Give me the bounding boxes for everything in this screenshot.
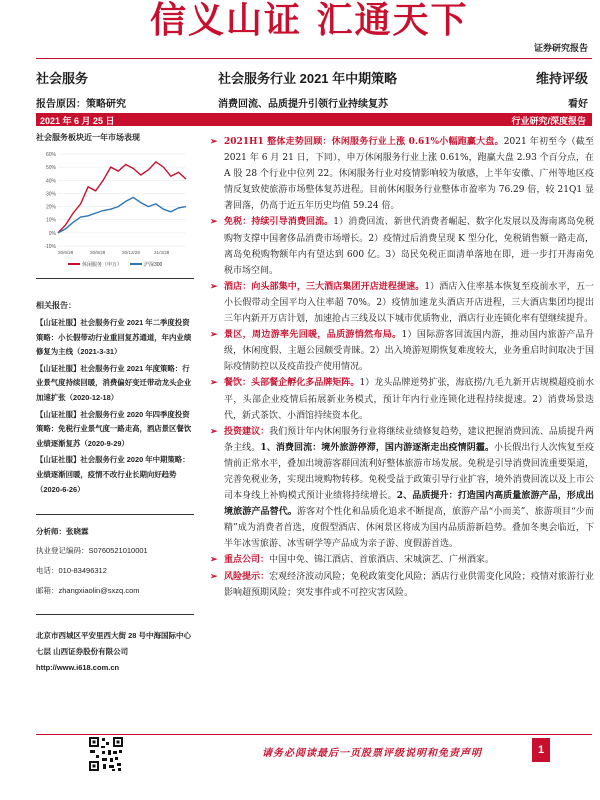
rating-label: 维持评级 [535, 71, 588, 86]
report-type-label: 证券研究报告 [533, 43, 588, 53]
section-heading: 投资建议： [224, 426, 270, 437]
chart-svg [36, 146, 194, 274]
section-heading: 免税：持续引导消费回流。 [224, 217, 334, 228]
x-tick-label: 20/12/28 [122, 250, 140, 255]
x-tick-label: 21/3/28 [154, 250, 170, 255]
related-reports-title: 相关报告： [36, 301, 76, 310]
section-body: 我们预计年内休闲服务行业将继续业绩修复趋势，建议把握消费回流、品质提升两条主线。 [224, 426, 594, 453]
section-h1-review [210, 134, 594, 214]
qr-code-icon [88, 736, 124, 772]
section-body: 中国中免、锦江酒店、首旅酒店、宋城演艺、广州酒家。 [269, 555, 495, 566]
disclaimer-note[interactable]: 请务必阅读最后一页股票评级说明和免责声明 [262, 748, 482, 759]
arrow-bullet-icon: ➢ [210, 137, 218, 147]
x-tick-label: 20/9/28 [90, 250, 106, 255]
section-investment-advice [210, 424, 594, 553]
arrow-bullet-icon: ➢ [210, 571, 218, 582]
market-performance-chart [36, 146, 194, 274]
arrow-bullet-icon: ➢ [210, 378, 218, 389]
sidebar-divider [36, 514, 194, 515]
arrow-bullet-icon: ➢ [210, 281, 218, 292]
y-tick-label: 30% [45, 191, 56, 198]
legend-label: 休闲服务（申万） [82, 262, 123, 268]
section-body: 1）消费回流、新世代消费者崛起、数字化发展以及海南离岛免税购物支撑中国奢侈品消费市场增长。2）疫情过后消费呈现 K 型分化，免税销售额一路走高，离岛免税购物额年内有望达到 600 亿。3）岛民免税正面清单落地在即，进一步打开海南免税市场空间。 [224, 217, 594, 276]
related-reports-list [36, 316, 196, 499]
chart-title: 社会服务板块近一年市场表现 [36, 133, 140, 142]
related-report-item[interactable]: 【山证社服】社会服务行业 2021 年度策略：行业景气度持续回暖，消费偏好变迁带动龙头企业加速扩张（2020-12-18） [36, 363, 192, 402]
y-tick-label: 20% [45, 204, 56, 211]
footer-divider [36, 734, 592, 735]
sector-name: 社会服务 [36, 71, 89, 86]
legend-label: 沪深300 [144, 262, 163, 268]
main-content [210, 134, 594, 601]
arrow-bullet-icon: ➢ [210, 555, 218, 566]
company-website[interactable]: http://www.i618.com.cn [36, 663, 120, 672]
section-hotel [210, 279, 594, 327]
section-body: 宏观经济波动风险；免税政策变化风险；酒店行业供需变化风险；疫情对旅游行业影响超预期风险；突发事件或不可控灾害风险。 [224, 571, 594, 598]
sidebar-divider [36, 278, 194, 279]
banner [0, 0, 600, 52]
x-tick-label: 20/6/28 [58, 250, 74, 255]
related-report-item[interactable]: 【山证社服】社会服务行业 2021 年二季度投资策略：小长假带动行业重回复苏通道，年内业绩修复为主线（2021-3-31） [36, 318, 192, 357]
section-catering [210, 375, 594, 423]
section-body: 小长假出行人次恢复至疫情前正常水平，叠加出境游客群回流利好整体旅游市场发展。免税是引导消费回流重要渠道，完善免税业务，实现出境购物转移。免税受益于政策引导行业扩容，境外消费回流以及上市公司本身线上补购模式预计业绩将持续增长。 [224, 442, 594, 502]
company-address-block [36, 628, 196, 676]
section-heading: 景区，周边游率先回暖，品质游悄然布局。 [224, 330, 402, 341]
y-tick-label: 0% [48, 230, 56, 237]
y-tick-label: 40% [45, 178, 56, 185]
header-row-subtitle [36, 95, 592, 109]
section-duty-free [210, 214, 594, 278]
report-title: 社会服务行业 2021 年中期策略 [218, 71, 398, 86]
section-subheading: 1、消费回流：境外旅游停滞，国内游逐渐走出疫情阴霾。 [260, 442, 495, 453]
section-heading: 酒店：向头部集中，三大酒店集团开店进程提速。 [224, 281, 425, 292]
header-divider [36, 58, 592, 59]
section-heading: 风险提示： [224, 571, 270, 582]
brand-slogan: 信义山证 汇通天下 [150, 0, 469, 41]
arrow-bullet-icon: ➢ [210, 330, 218, 341]
section-body: 游客对个性化和品质化追求不断提高，旅游产品“小而美”、旅游项目“少而精”成为消费者首选，度假型酒店、休闲景区将成为国内品质游新趋势。叠加冬奥会临近，下半年冰雪旅游、冰雪研学等产品成为亲子游、度假游首选。 [224, 507, 594, 550]
report-subtitle: 消费回流、品质提升引领行业持续复苏 [218, 99, 388, 110]
date-bar [36, 113, 592, 126]
section-body: 2021 年初至今（截至 2021 年 6 月 21 日，下同），申万休闲服务行业上涨 0.61%，跑赢大盘 2.93 个百分点，在 A 股 28 个行业中位列 22。休闲服务行业对疫情影响较为敏感，上半年安徽、广州等地区疫情反复致使旅游市场整体复苏进程。目前休闲服务行业整体市盈率为 76.29 倍，较 21Q1 显著回落，仍高于近五年历史均值 59.24 倍。 [224, 137, 595, 212]
arrow-bullet-icon: ➢ [210, 426, 218, 437]
analyst-email[interactable]: 邮箱：zhangxiaolin@sxzq.com [36, 586, 140, 595]
section-key-companies [210, 552, 594, 568]
chart-legend [68, 261, 163, 268]
analyst-cert: 执业登记编码：S0760521010001 [36, 546, 148, 555]
section-body: 1）龙头品牌逆势扩张，海底捞/九毛九新开店规模超疫前水平，头部企业疫情后拓展新业务模式，预计年内行业连锁化进程持续提速。2）消费场景迭代，新式茶饮、小酒馆持续资本化。 [224, 378, 594, 421]
section-heading: 2021H1 整体走势回顾：休闲服务行业上涨 0.61%小幅跑赢大盘。 [224, 137, 504, 147]
report-reason: 报告原因：策略研究 [36, 99, 126, 110]
sidebar-divider [36, 614, 194, 615]
y-tick-label: 10% [45, 217, 56, 224]
section-heading: 重点公司： [224, 555, 270, 566]
section-subheading: 2、品质提升：打造国内高质量旅游产品，形成出境旅游产品替代。 [224, 491, 594, 518]
report-date: 2021 年 6 月 25 日 [40, 116, 115, 126]
section-risk [210, 569, 594, 601]
company-address: 北京市西城区平安里西大街 28 号中海国际中心七层 山西证券股份有限公司 [36, 631, 192, 656]
analyst-phone: 电话：010-83496312 [36, 566, 107, 575]
analyst-block [36, 526, 196, 605]
report-category: 行业研究/深度报告 [511, 116, 586, 126]
section-scenic [210, 327, 594, 375]
page-number: 1 [532, 738, 550, 762]
section-heading: 餐饮：头部餐企孵化多品牌矩阵。 [224, 378, 360, 389]
section-body: 1）国际游客回流国内游，推动国内旅游产品升级，休闲度假、主题公园颇受青睐。2）出入境游短期恢复难度较大，业务重启时间取决于国际疫情防控以及疫苗投产使用情况。 [224, 330, 594, 373]
analyst-name: 分析师：张晓霖 [36, 527, 89, 536]
related-report-item[interactable]: 【山证社服】社会服务行业 2020 年四季度投资策略：免税行业景气度一路走高，酒店景区餐饮业绩逐渐复苏（2020-9-29） [36, 409, 192, 448]
arrow-bullet-icon: ➢ [210, 217, 218, 228]
section-body: 1）酒店入住率基本恢复至疫前水平，五一小长假带动全国平均入住率超 70%。2）疫情加速龙头酒店开店进程，三大酒店集团均提出三年内新开万店计划，加速抢占三线及以下城市优质物业，酒店行业连锁化率有望继续提升。 [224, 281, 594, 325]
related-report-item[interactable]: 【山证社服】社会服务行业 2020 年中期策略：业绩逐渐回暖，疫情不改行业长期向好趋势（2020-6-26） [36, 455, 190, 494]
y-tick-label: 60% [45, 152, 56, 158]
header-row-title [36, 68, 592, 86]
y-tick-label: 50% [45, 165, 56, 172]
rating-value: 看好 [568, 99, 588, 110]
y-tick-label: -10% [44, 244, 56, 250]
